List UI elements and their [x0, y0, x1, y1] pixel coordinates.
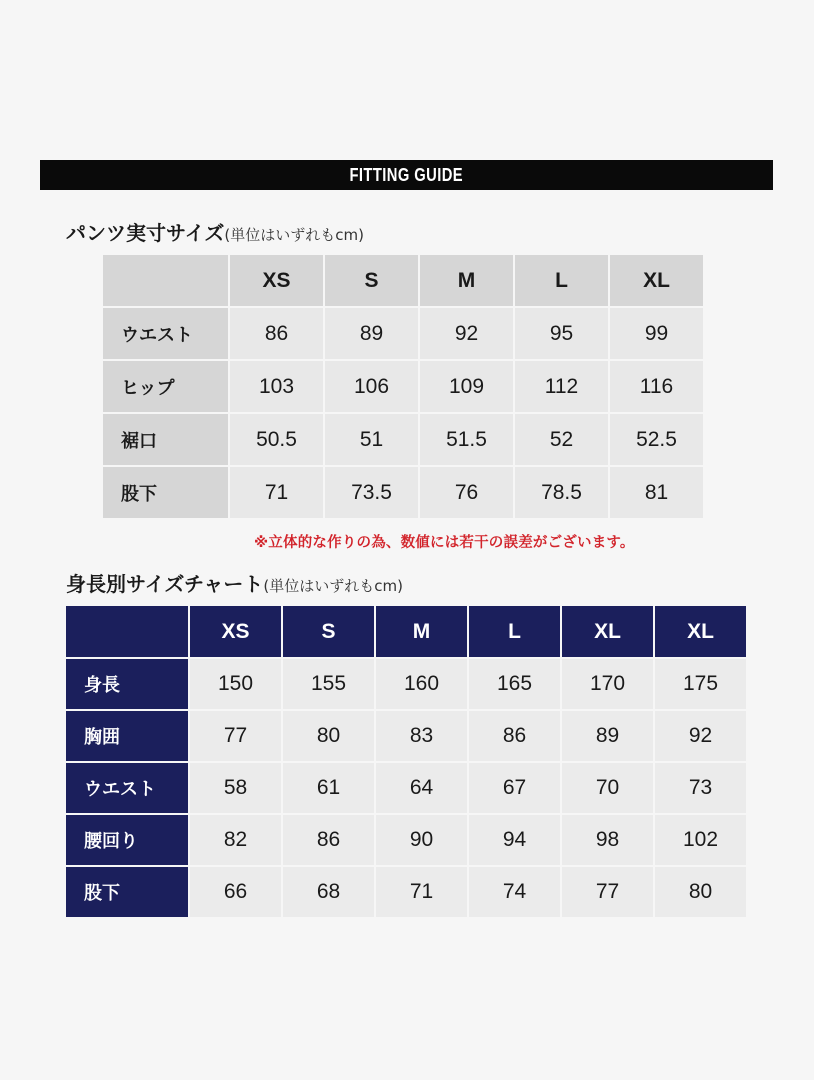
row-label: ウエスト — [66, 763, 188, 813]
row-label: 胸囲 — [66, 711, 188, 761]
table-cell: 116 — [610, 361, 703, 412]
table-cell: 82 — [190, 815, 281, 865]
size-header: L — [469, 606, 560, 657]
table-cell: 155 — [283, 659, 374, 709]
table-cell: 98 — [562, 815, 653, 865]
table-cell: 61 — [283, 763, 374, 813]
pants-size-title — [66, 217, 364, 246]
table-cell: 81 — [610, 467, 703, 518]
table-cell: 165 — [469, 659, 560, 709]
table-cell: 70 — [562, 763, 653, 813]
table-cell: 74 — [469, 867, 560, 917]
pants-size-title-text: パンツ実寸サイズ — [66, 221, 225, 245]
table-cell: 170 — [562, 659, 653, 709]
table-cell: 78.5 — [515, 467, 608, 518]
table-cell: 150 — [190, 659, 281, 709]
table-cell: 102 — [655, 815, 746, 865]
table-row — [103, 414, 703, 465]
table-cell: 71 — [376, 867, 467, 917]
table-cell: 73 — [655, 763, 746, 813]
table-cell: 95 — [515, 308, 608, 359]
table-cell: 92 — [655, 711, 746, 761]
table-cell: 68 — [283, 867, 374, 917]
banner-title: FITTING GUIDE — [349, 164, 464, 185]
table-cell: 89 — [562, 711, 653, 761]
size-header: XL — [610, 255, 703, 306]
size-header: M — [420, 255, 513, 306]
table-cell: 92 — [420, 308, 513, 359]
table-cell: 67 — [469, 763, 560, 813]
size-header: XL — [562, 606, 653, 657]
table-row — [103, 308, 703, 359]
table-cell: 160 — [376, 659, 467, 709]
height-size-chart-title — [66, 568, 403, 597]
table-row — [66, 763, 746, 813]
row-label: 裾口 — [103, 414, 228, 465]
table-row — [103, 467, 703, 518]
table-row — [66, 711, 746, 761]
table-cell: 64 — [376, 763, 467, 813]
table-cell: 77 — [562, 867, 653, 917]
pants-size-table — [101, 253, 705, 520]
row-label: 股下 — [103, 467, 228, 518]
table-cell: 86 — [230, 308, 323, 359]
pants-size-header-row — [103, 255, 703, 306]
table-cell: 77 — [190, 711, 281, 761]
table-cell: 73.5 — [325, 467, 418, 518]
size-header: L — [515, 255, 608, 306]
row-label: 股下 — [66, 867, 188, 917]
height-size-chart-table — [64, 604, 748, 919]
size-header: XS — [230, 255, 323, 306]
table-cell: 175 — [655, 659, 746, 709]
table-cell: 103 — [230, 361, 323, 412]
measurement-note: ※立体的な作りの為、数値には若干の誤差がございます。 — [254, 535, 635, 551]
table-row — [66, 867, 746, 917]
table-cell: 66 — [190, 867, 281, 917]
table-cell: 80 — [283, 711, 374, 761]
table-row — [66, 815, 746, 865]
table-cell: 51.5 — [420, 414, 513, 465]
table-corner-cell — [103, 255, 228, 306]
table-cell: 50.5 — [230, 414, 323, 465]
table-corner-cell — [66, 606, 188, 657]
table-row — [103, 361, 703, 412]
table-row — [66, 659, 746, 709]
table-cell: 86 — [469, 711, 560, 761]
table-cell: 76 — [420, 467, 513, 518]
pants-size-unit: (単位はいずれもcm) — [224, 226, 364, 244]
size-header: XL — [655, 606, 746, 657]
size-header: XS — [190, 606, 281, 657]
size-header: M — [376, 606, 467, 657]
table-cell: 99 — [610, 308, 703, 359]
table-cell: 86 — [283, 815, 374, 865]
size-header: S — [325, 255, 418, 306]
table-cell: 52.5 — [610, 414, 703, 465]
height-size-chart-title-text: 身長別サイズチャート — [66, 572, 264, 596]
table-cell: 52 — [515, 414, 608, 465]
height-size-chart-unit: (単位はいずれもcm) — [263, 577, 403, 595]
table-cell: 83 — [376, 711, 467, 761]
row-label: ヒップ — [103, 361, 228, 412]
table-cell: 94 — [469, 815, 560, 865]
table-cell: 89 — [325, 308, 418, 359]
table-cell: 51 — [325, 414, 418, 465]
table-cell: 112 — [515, 361, 608, 412]
table-cell: 106 — [325, 361, 418, 412]
table-cell: 90 — [376, 815, 467, 865]
row-label: 腰回り — [66, 815, 188, 865]
size-header: S — [283, 606, 374, 657]
row-label: 身長 — [66, 659, 188, 709]
table-cell: 71 — [230, 467, 323, 518]
chart-header-row — [66, 606, 746, 657]
table-cell: 109 — [420, 361, 513, 412]
table-cell: 80 — [655, 867, 746, 917]
fitting-guide-banner — [40, 160, 773, 190]
table-cell: 58 — [190, 763, 281, 813]
row-label: ウエスト — [103, 308, 228, 359]
